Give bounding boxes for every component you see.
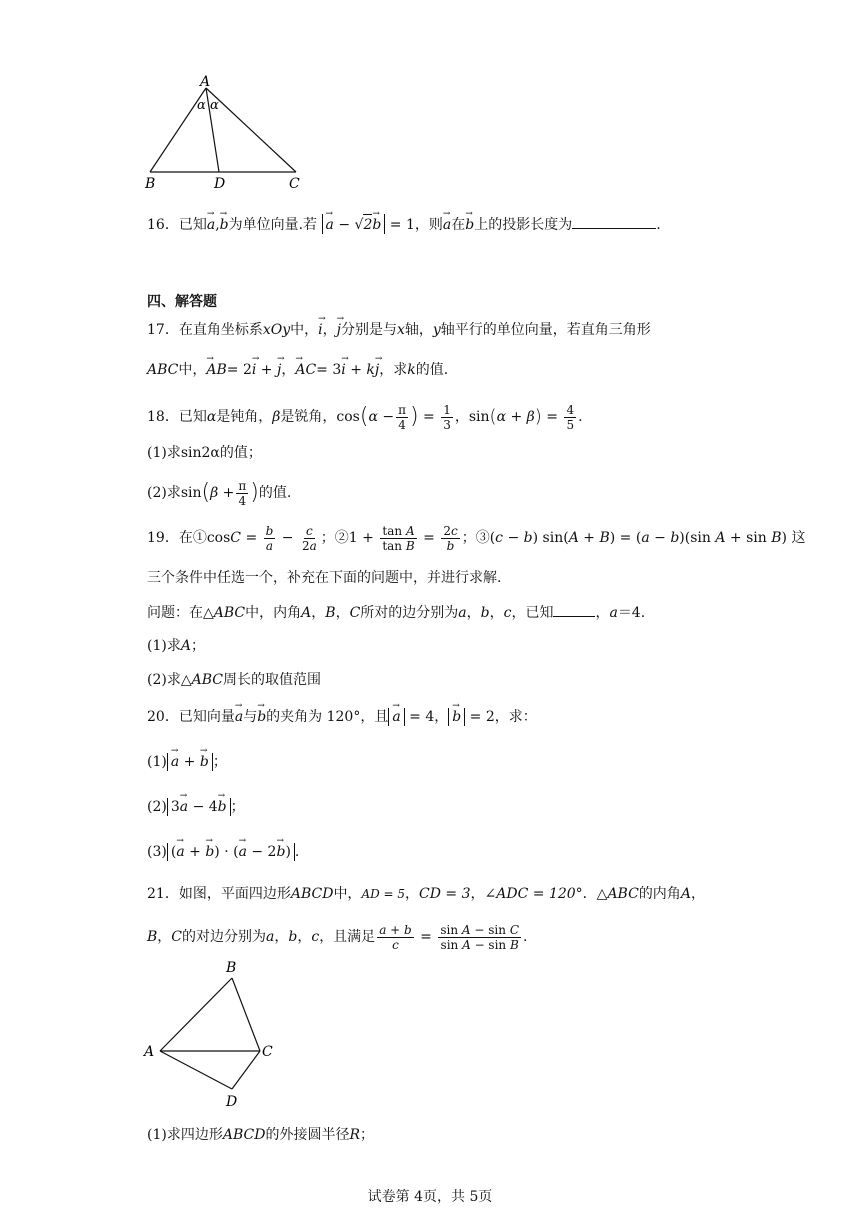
q21-abc: △ABC (596, 886, 639, 902)
q20-abs-b: → b (448, 708, 465, 726)
question-20-line-1 (147, 707, 537, 727)
q16-lead: 16．已知 (147, 217, 207, 233)
q19-3c: 所对的边分别为 (360, 605, 459, 621)
question-16: 16．已知→ a,→ b为单位向量.若 → a − √2→ b = 1，则→ a在→ b上的投影长度为 . (147, 214, 661, 235)
q21-B: B (147, 929, 158, 945)
page-footer: 试卷第 4页，共 5页 (367, 1189, 493, 1205)
q19-text-b: ；② (320, 530, 349, 546)
q21-c: ， (405, 886, 420, 902)
q21-adc: ∠ADC = 120° (484, 886, 583, 902)
unit-vector-j: → j (337, 320, 341, 340)
question-19-part-1 (147, 636, 205, 656)
label-c: C (289, 176, 300, 192)
q19-text-a: 19．在① (147, 530, 207, 546)
q18-part2-b: 的值. (258, 485, 292, 501)
q19-A: A (301, 605, 312, 621)
question-20-part-3 (147, 842, 299, 862)
abs-dot-product: (→ a + → b) · (→ a − 2→ b) (167, 843, 295, 861)
label-a-2: A (144, 1044, 155, 1060)
q17-text-2a: 中， (178, 362, 207, 378)
q21-abcd: ABCD (290, 886, 334, 902)
q21-lc: c (311, 929, 320, 945)
q18-sin-arg: α + β (496, 409, 535, 425)
q19-3f: ＝4. (617, 605, 646, 621)
q17-text: 17．在直角坐标系 (147, 322, 263, 338)
question-21-line-2: B，C的对边分别为a，b，c，且满足 $\frac{a + b}{c}$ = $\frac{\text{sin A − sin C}}{\text{sin A − sin B}}$ . (147, 922, 528, 952)
abs-a-minus-sqrt2-b: → a − √2→ b (322, 214, 386, 234)
question-18-part-2: (2)求sin(β + $\frac{\pi}{4}$ )的值. (147, 478, 292, 508)
vector-ab: → AB (206, 360, 226, 380)
q17-text-f: 轴平行的单位向量，若直角三角形 (440, 322, 651, 338)
question-20-part-1 (147, 752, 227, 772)
question-21-part-1 (147, 1125, 374, 1145)
question-19-line-3 (147, 603, 645, 623)
side-bc-2 (232, 978, 260, 1051)
q21-ad: AD = 5 (361, 887, 406, 901)
q19-p1b: ； (190, 638, 205, 654)
q17-x: x (396, 322, 405, 338)
q21-C: C (171, 929, 183, 945)
q18-part2-arg: β + (210, 485, 235, 501)
q17-text-b: 中， (290, 322, 319, 338)
q21-p1c: ； (360, 1127, 374, 1143)
q20-vector-a: → a (235, 707, 243, 727)
vector-b-2: → b (465, 215, 474, 235)
q19-text-d: 这 (791, 530, 806, 546)
q20-p1a: (1) (147, 754, 167, 770)
q21-2c: ，且满足 (319, 929, 376, 945)
q21-e: ． (582, 886, 597, 902)
q19-lb: b (480, 605, 490, 621)
q18-part1-a: (1)求 (147, 445, 181, 461)
q19-s2: ， (335, 605, 350, 621)
q20-p3b: . (294, 844, 300, 860)
question-19-line-1: 19．在①cosC = $\frac{b}{a}$ − $\frac{c}{2a}$ ；②1 + $\frac{\text{tan A}}{\text{tan B}}$ = $\frac{2c}{b}$ ；③(c − b) sin(A + B) = (a − b)(sin A + sin B) 这 (147, 523, 806, 553)
q17-plus-2: + (345, 362, 367, 378)
q17-text-c: ， (322, 322, 337, 338)
q19-3a: 问题：在 (147, 605, 203, 621)
q18-text-b: 是钝角， (216, 409, 273, 425)
q20-p3a: (3) (147, 844, 167, 860)
question-17-line-2 (147, 360, 448, 380)
label-b-2: B (226, 960, 237, 976)
vector-i-2: → i (341, 360, 345, 380)
q18-part1-b: 的值； (219, 445, 262, 461)
q18-sin: sin (468, 409, 490, 425)
q17-comma: ， (281, 362, 296, 378)
q19-p2-abc: △ABC (180, 672, 223, 688)
answer-blank-16 (572, 228, 656, 229)
q19-text-c: ；③ (461, 530, 490, 546)
q20-e: = 2，求： (469, 709, 537, 725)
abs-a-plus-b: → a + → b (167, 753, 213, 771)
fraction-b-a: $\frac{b}{a}$ (265, 523, 274, 553)
q19-C: C (349, 605, 361, 621)
q20-c: 的夹角为 120°，且 (266, 709, 389, 725)
side-ab-2 (160, 978, 232, 1051)
q20-abs-a: → a (388, 708, 404, 726)
q20-p1b: ； (212, 754, 227, 770)
q18-alpha: α (206, 409, 217, 425)
unit-vector-i: → i (318, 320, 322, 340)
q17-ac-eq: = 3 (316, 362, 342, 378)
q16-period: . (656, 217, 661, 233)
fraction-sine-ratio: $\frac{\text{sin A − sin C}}{\text{sin A − sin B}}$ (440, 922, 519, 952)
vector-j: → j (277, 360, 281, 380)
fraction-4-5: $\frac{4}{5}$ (566, 402, 575, 432)
question-21-line-1 (147, 884, 705, 904)
q21-A: A (680, 886, 691, 902)
q17-y: y (432, 322, 441, 338)
q17-text-d: 分别是与 (340, 322, 397, 338)
q19-s4: ， (489, 605, 504, 621)
q16-end: 上的投影长度为 (474, 217, 573, 233)
vector-a-2: → a (443, 215, 451, 235)
q19-la: a (458, 605, 467, 621)
q21-2d: . (523, 929, 528, 945)
condition-2: 1 + (348, 530, 379, 546)
q19-p1a: (1)求 (147, 638, 181, 654)
quadrilateral-abcd-figure (140, 956, 290, 1112)
side-cd (232, 1051, 260, 1089)
label-alpha-left: α (197, 98, 206, 113)
q19-abc: △ABC (203, 605, 246, 621)
q21-s2: ， (297, 929, 312, 945)
q18-cos: cos (336, 409, 360, 425)
label-d: D (214, 176, 226, 192)
label-c-2: C (262, 1044, 273, 1060)
q18-cos-arg: α − (368, 409, 395, 425)
question-18-part-1 (147, 443, 262, 463)
q17-plus: + (256, 362, 277, 378)
vector-ac: → AC (295, 360, 316, 380)
label-alpha-right: α (210, 98, 219, 113)
q17-abc: ABC (147, 362, 179, 378)
vector-i: → i (252, 360, 256, 380)
question-19-part-2 (147, 670, 321, 690)
q18-part2-a: (2)求 (147, 485, 181, 501)
q21-la: a (266, 929, 275, 945)
q16-in: 在 (451, 217, 466, 233)
q21-f: 的内角 (638, 886, 681, 902)
label-b: B (145, 176, 156, 192)
q18-text-a: 18．已知 (147, 409, 207, 425)
q18-mid: ， (454, 409, 469, 425)
q18-part1-expr: sin2α (180, 445, 220, 461)
q21-p1a: (1)求四边形 (147, 1127, 223, 1143)
question-20-part-2 (147, 797, 245, 817)
q18-part2-sin: sin (180, 485, 202, 501)
q21-cd: CD = 3 (419, 886, 471, 902)
q20-vector-b: → b (257, 707, 266, 727)
q21-p1-R: R (349, 1127, 360, 1143)
condition-1: cosC = (206, 530, 262, 546)
q21-2a: ， (157, 929, 172, 945)
vector-a: → a (207, 215, 215, 235)
q19-lc: c (503, 605, 512, 621)
q20-p2b: ； (230, 799, 245, 815)
fraction-1-3: $\frac{1}{3}$ (443, 402, 451, 432)
q20-p2a: (2) (147, 799, 167, 815)
q17-k: k (366, 362, 375, 378)
triangle-abc-figure (140, 74, 310, 194)
abs-3a-minus-4b: 3→ a − 4→ b (167, 798, 231, 816)
q21-s1: ， (274, 929, 289, 945)
q20-d: = 4， (409, 709, 449, 725)
label-a: A (200, 74, 211, 90)
q21-b: 中， (333, 886, 362, 902)
vector-b: → b (220, 215, 229, 235)
q16-eq: = 1，则 (389, 217, 443, 233)
q17-text-e: 轴， (404, 322, 433, 338)
q19-p1-A: A (180, 638, 191, 654)
answer-blank-19 (553, 616, 595, 617)
q19-s3: ， (466, 605, 481, 621)
q21-p1-abcd: ABCD (222, 1127, 266, 1143)
fraction-a-plus-b-over-c: $\frac{a + b}{c}$ (379, 922, 412, 952)
q18-text-c: 是锐角， (280, 409, 337, 425)
q17-text-2c: 的值. (415, 362, 449, 378)
question-19-line-2: 三个条件中任选一个，补充在下面的问题中，并进行求解. (147, 570, 502, 586)
q19-3b: 中，内角 (245, 605, 302, 621)
q21-a: 21．如图，平面四边形 (147, 886, 291, 902)
q20-b: 与 (243, 709, 258, 725)
label-d-2: D (226, 1094, 238, 1110)
question-18-line-1: 18．已知α是钝角，β是锐角，cos(α − $\frac{\pi}{4}$ ) = $\frac{1}{3}$ ，sin(α + β) = $\frac{4}{5}$ . (147, 402, 583, 432)
fraction-c-2a: $\frac{c}{2a}$ (301, 523, 317, 553)
q21-lb: b (288, 929, 298, 945)
q21-g: ， (690, 886, 705, 902)
q19-B: B (325, 605, 336, 621)
q17-k-2: k (407, 362, 416, 378)
fraction-tanA-tanB: $\frac{\text{tan A}}{\text{tan B}}$ (382, 523, 415, 553)
q17-xoy: xOy (262, 322, 291, 338)
section-heading: 四、解答题 (147, 294, 217, 310)
q19-3d: ，已知 (511, 605, 554, 621)
side-ad (160, 1051, 232, 1089)
question-17-line-1 (147, 320, 651, 340)
side-ac (206, 88, 296, 172)
fraction-2c-b: $\frac{2c}{b}$ (443, 523, 458, 553)
q17-ab-eq: = 2 (226, 362, 252, 378)
vector-j-2: → j (375, 360, 379, 380)
condition-3: (c − b) sin(A + B) = (a − b)(sin A + sin B) (489, 530, 787, 546)
q18-beta: β (272, 409, 281, 425)
q19-3e: ， (595, 605, 610, 621)
q21-d: ， (470, 886, 485, 902)
q19-p2b: 周长的取值范围 (222, 672, 321, 688)
q21-p1b: 的外接圆半径 (265, 1127, 350, 1143)
q17-text-2b: ，求 (379, 362, 408, 378)
q19-a4: a (609, 605, 618, 621)
q16-text-mid: 为单位向量.若 (228, 217, 318, 233)
q21-2b: 的对边分别为 (182, 929, 267, 945)
q20-a: 20．已知向量 (147, 709, 235, 725)
fraction-pi-over-4-b: $\frac{\pi}{4}$ (238, 478, 247, 508)
q19-p2a: (2)求 (147, 672, 181, 688)
q18-end: . (578, 409, 583, 425)
q19-s1: ， (311, 605, 326, 621)
fraction-pi-over-4: $\frac{\pi}{4}$ (398, 402, 406, 432)
